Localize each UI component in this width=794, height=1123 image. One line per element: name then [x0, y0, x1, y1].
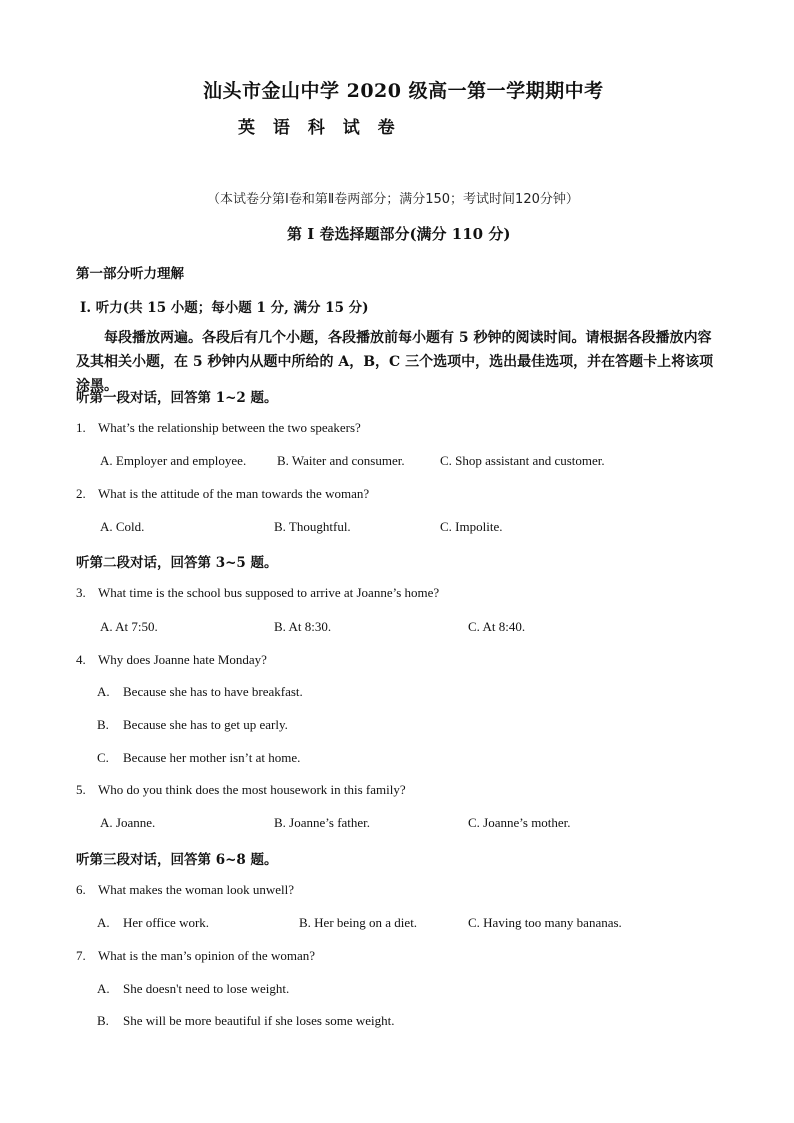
option-letter: C.	[97, 750, 109, 765]
question-number: 5.	[76, 782, 86, 797]
question	[76, 882, 294, 898]
answer-option: B. At 8:30.	[274, 619, 332, 634]
question-text: What is the attitude of the man towards the woman?	[98, 486, 370, 501]
question-text: What’s the relationship between the two speakers?	[98, 420, 361, 435]
question	[76, 948, 315, 964]
answer-option: B. Thoughtful.	[274, 519, 351, 534]
option-text: Her office work.	[123, 915, 210, 930]
question-number: 2.	[76, 486, 86, 501]
question	[76, 585, 439, 601]
dialogue-label: 听第三段对话，回答第 6~8 题。	[76, 852, 278, 868]
question-text: What is the man’s opinion of the woman?	[98, 948, 315, 963]
question-text: Who do you think does the most housework in this family?	[98, 782, 406, 797]
option-letter: B.	[97, 1013, 109, 1028]
question	[76, 782, 406, 798]
volume-title: 第 I 卷选择题部分(满分 110 分)	[287, 225, 511, 243]
exam-subtitle: 英 语 科 试 卷	[238, 118, 401, 138]
question-text: What makes the woman look unwell?	[98, 882, 295, 897]
answer-option	[97, 1013, 395, 1029]
answer-option	[97, 717, 288, 733]
dialogue-label: 听第一段对话，回答第 1~2 题。	[76, 390, 278, 406]
exam-note: （本试卷分第Ⅰ卷和第Ⅱ卷两部分；满分150；考试时间120分钟）	[207, 192, 579, 207]
answer-option	[97, 684, 303, 700]
answer-option	[97, 750, 300, 766]
answer-option: C. Impolite.	[440, 519, 503, 534]
part-title: 第一部分听力理解	[76, 266, 184, 282]
option-letter: A.	[97, 684, 110, 699]
answer-option: A. Employer and employee.	[100, 453, 247, 468]
answer-option: C. Joanne’s mother.	[468, 815, 571, 830]
option-text: Because her mother isn’t at home.	[123, 750, 301, 765]
exam-title: 汕头市金山中学 2020 级高一第一学期期中考	[203, 80, 604, 102]
answer-option: C. Having too many bananas.	[468, 915, 622, 930]
answer-option: B. Her being on a diet.	[299, 915, 418, 930]
question-number: 3.	[76, 585, 86, 600]
question-text: Why does Joanne hate Monday?	[98, 652, 267, 667]
answer-option	[97, 981, 289, 997]
question	[76, 420, 361, 436]
answer-option: C. Shop assistant and customer.	[440, 453, 605, 468]
option-text: She doesn't need to lose weight.	[123, 981, 290, 996]
dialogue-label: 听第二段对话，回答第 3~5 题。	[76, 555, 278, 571]
question-number: 6.	[76, 882, 86, 897]
answer-option	[97, 915, 209, 931]
option-letter: A.	[97, 915, 110, 930]
answer-option: A. Cold.	[100, 519, 145, 534]
question-number: 4.	[76, 652, 86, 667]
question	[76, 486, 369, 502]
option-text: Because she has to get up early.	[123, 717, 288, 732]
answer-option: B. Waiter and consumer.	[277, 453, 405, 468]
question-number: 1.	[76, 420, 86, 435]
section-instructions: 每段播放两遍。各段后有几个小题，各段播放前每小题有 5 秒钟的阅读时间。请根据各段播放内容及其相关小题，在 5 秒钟内从题中所给的 A，B，C 三个选项中，选出最佳选项，并在答题卡上将该项涂黑。	[76, 330, 714, 394]
question-number: 7.	[76, 948, 86, 963]
option-text: She will be more beautiful if she loses some weight.	[123, 1013, 395, 1028]
question	[76, 652, 267, 668]
option-letter: B.	[97, 717, 109, 732]
answer-option: A. Joanne.	[100, 815, 156, 830]
option-text: Because she has to have breakfast.	[123, 684, 303, 699]
option-letter: A.	[97, 981, 110, 996]
answer-option: A. At 7:50.	[100, 619, 158, 634]
answer-option: C. At 8:40.	[468, 619, 526, 634]
question-text: What time is the school bus supposed to arrive at Joanne’s home?	[98, 585, 440, 600]
section-title: Ⅰ. 听力(共 15 小题；每小题 1 分, 满分 15 分)	[80, 300, 369, 316]
answer-option: B. Joanne’s father.	[274, 815, 371, 830]
